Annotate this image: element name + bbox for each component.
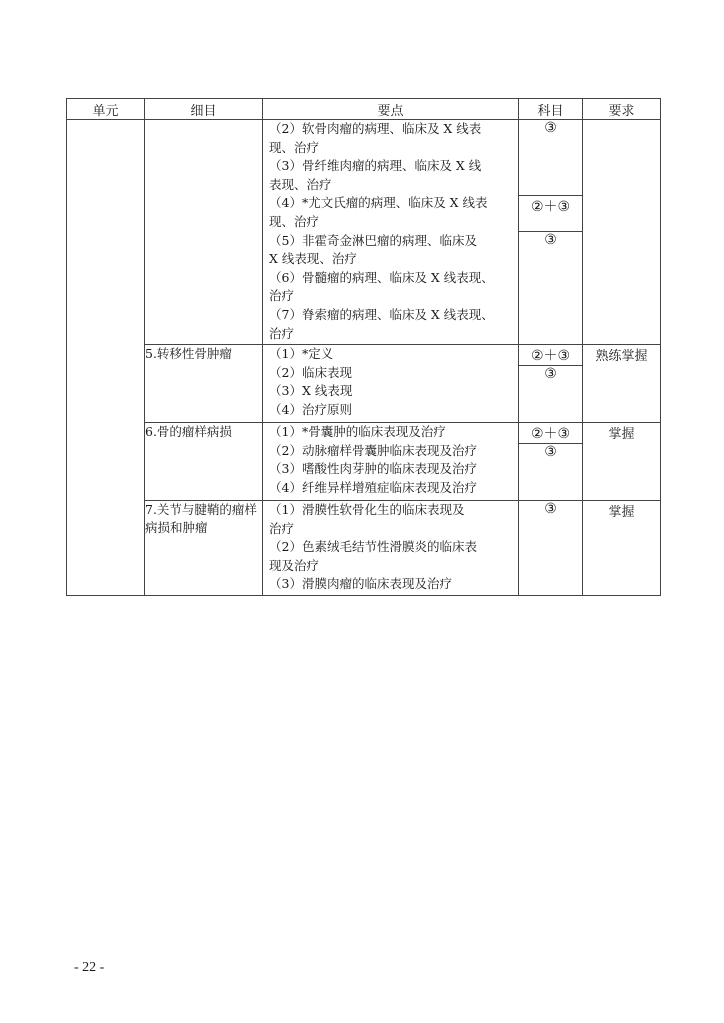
subject-cell: ②＋③ [519,423,583,444]
header-points: 要点 [263,99,519,120]
page-number: - 22 - [74,960,105,975]
subject-cell: ③ [519,232,583,345]
point-line: （1）滑膜性软骨化生的临床表现及 [269,502,465,517]
point-line: 治疗 [269,288,295,304]
points-cell [263,423,519,501]
header-row [67,99,661,120]
header-detail: 细目 [145,99,263,120]
point-line: 治疗 [269,325,295,341]
point-line: （3）骨纤维肉瘤的病理、临床及 X 线 [269,158,482,174]
unit-cell [67,120,145,596]
point-line: （1）*骨囊肿的临床表现及治疗 [269,424,446,439]
point-line: 现、治疗 [269,213,320,229]
points-cell [263,345,519,423]
point-line: X 线表现、治疗 [269,251,357,267]
detail-cell: 5.转移性骨肿瘤 [145,345,263,423]
subject-cell: ③ [519,501,583,596]
point-line: （2）临床表现 [269,364,352,380]
subject-cell: ②＋③ [519,345,583,366]
detail-cell: 7.关节与腱鞘的瘤样病损和肿瘤 [145,501,263,596]
requirement-cell: 熟练掌握 [583,345,661,423]
detail-cell: 6.骨的瘤样病损 [145,423,263,501]
point-line: （3）嗜酸性肉芽肿的临床表现及治疗 [269,461,477,477]
subject-cell: ③ [519,120,583,196]
header-unit: 单元 [67,99,145,120]
point-line: （4）*尤文氏瘤的病理、临床及 X 线表 [269,195,488,211]
point-line: （5）非霍奇金淋巴瘤的病理、临床及 [269,232,477,248]
point-line: （3）滑膜肉瘤的临床表现及治疗 [269,576,452,592]
requirement-cell [583,120,661,345]
points-cell [263,501,519,596]
point-line: （2）色素绒毛结节性滑膜炎的临床表 [269,539,477,555]
subject-cell: ②＋③ [519,196,583,232]
point-line: （4）治疗原则 [269,401,352,417]
point-line: 现及治疗 [269,557,320,573]
point-line: （1）*定义 [269,346,334,361]
point-line: （7）脊索瘤的病理、临床及 X 线表现、 [269,306,494,322]
table-row [67,423,661,444]
point-line: （2）动脉瘤样骨囊肿临床表现及治疗 [269,442,477,458]
subject-cell: ③ [519,366,583,423]
point-line: 现、治疗 [269,139,320,155]
point-line: （2）软骨肉瘤的病理、临床及 X 线表 [269,121,482,136]
points-cell [263,120,519,345]
requirement-cell: 掌握 [583,423,661,501]
subject-cell: ③ [519,444,583,501]
point-line: （3）X 线表现 [269,383,353,399]
header-subject: 科目 [519,99,583,120]
table-row [67,501,661,596]
header-requirement: 要求 [583,99,661,120]
point-line: 表现、治疗 [269,176,332,192]
point-line: 治疗 [269,520,295,536]
table-row [67,120,661,196]
detail-cell-continued [145,120,263,345]
syllabus-table [66,98,661,596]
table-row [67,345,661,366]
requirement-cell: 掌握 [583,501,661,596]
point-line: （6）骨髓瘤的病理、临床及 X 线表现、 [269,269,494,285]
point-line: （4）纤维异样增殖症临床表现及治疗 [269,479,477,495]
